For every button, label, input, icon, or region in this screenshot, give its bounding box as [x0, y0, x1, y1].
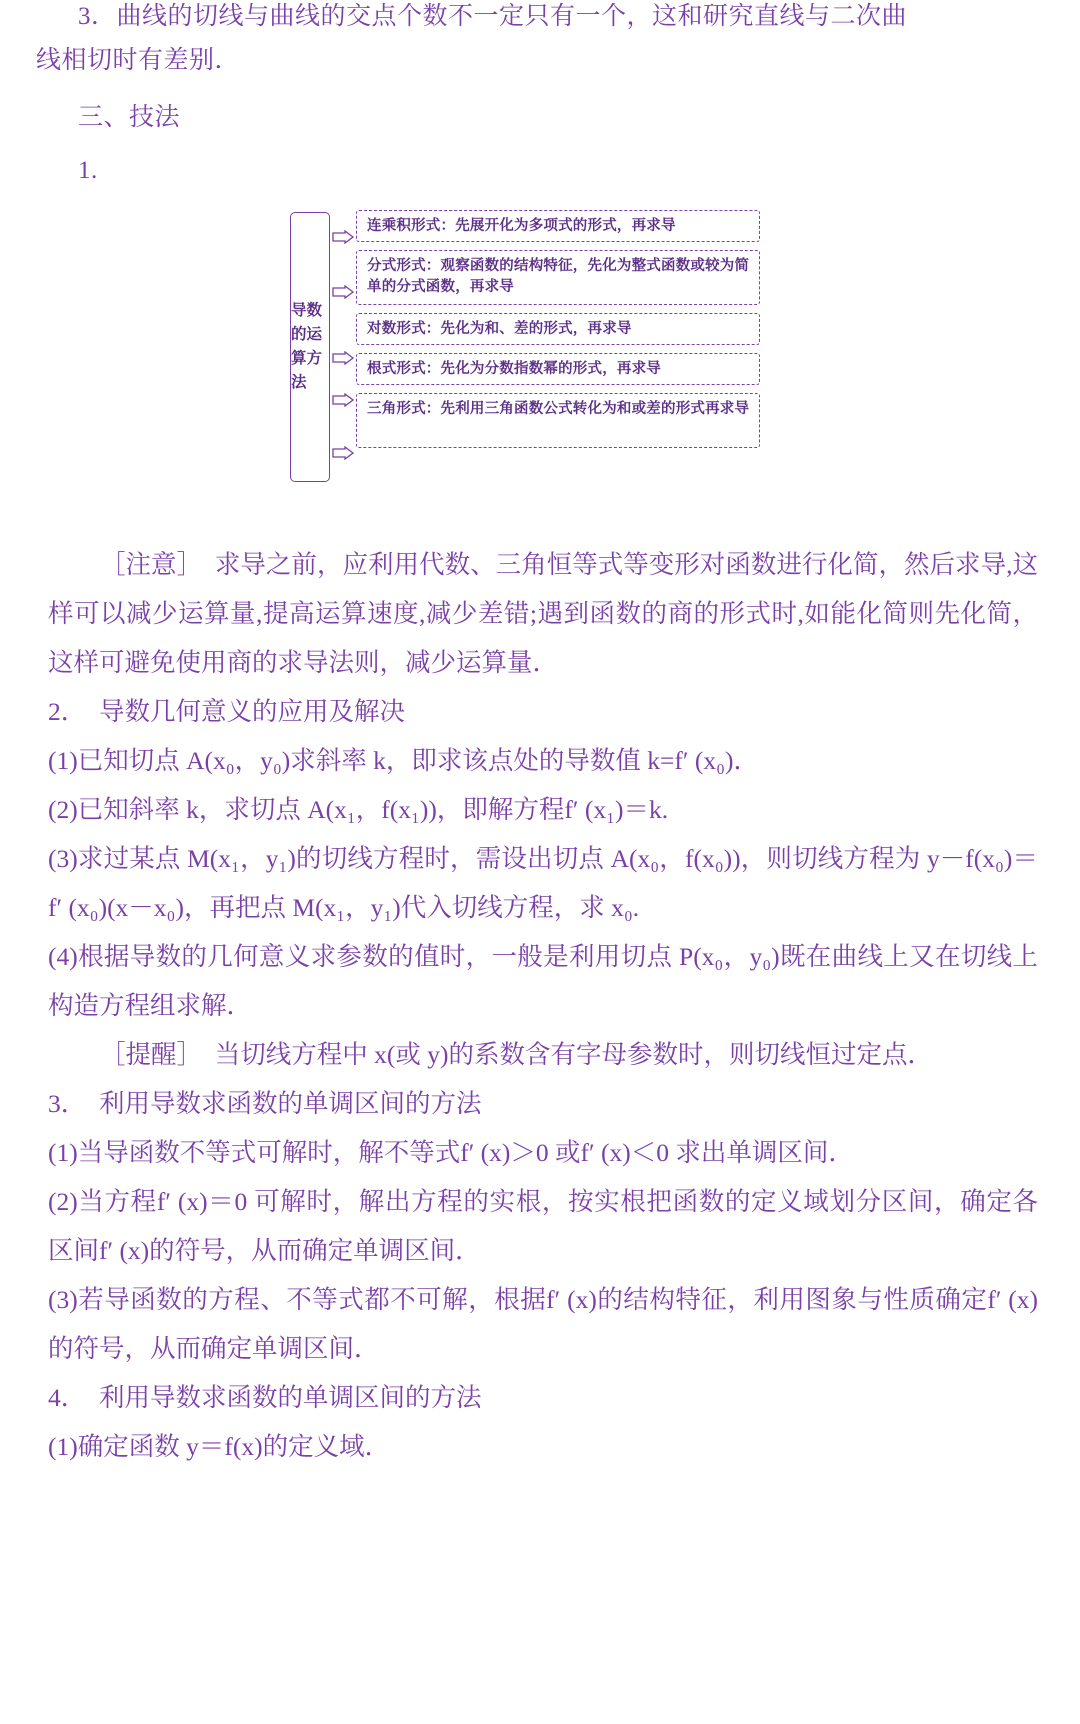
arrow-icon-3 — [332, 351, 354, 365]
paragraph-2-item-3: (3)求过某点 M(x₁，y₁)的切线方程时，需设出切点 A(x₀，f(x₀))，则切线方程为 y－f(x₀)＝f′ (x₀)(x－x₀)，再把点 M(x₁，y₁)代入切线方程，求 x₀. — [48, 844, 1038, 922]
paragraph-3-item-2: (2)当方程f′ (x)＝0 可解时，解出方程的实根，按实根把函数的定义域划分区间，确定各区间f′ (x)的符号，从而确定单调区间． — [48, 1187, 1038, 1265]
diagram-root-label-text: 导数的运算方法 — [291, 302, 323, 391]
paragraph-2-item-1: (1)已知切点 A(x₀，y₀)求斜率 k，即求该点处的导数值 k=f′ (x₀)． — [48, 746, 759, 775]
paragraph-reminder: ［提醒］ 当切线方程中 x(或 y)的系数含有字母参数时，则切线恒过定点． — [100, 1040, 933, 1069]
paragraph-note: ［注意］ 求导之前，应利用代数、三角恒等式等变形对函数进行化简，然后求导,这样可以减少运算量,提高运算速度,减少差错;遇到函数的商的形式时,如能化简则先化简，这样可避免使用商的求导法则，减少运算量． — [48, 550, 1038, 677]
arrow-icon-4 — [332, 393, 354, 407]
arrow-icon-2 — [332, 285, 354, 299]
paragraph-2-title: 2． 导数几何意义的应用及解决 — [48, 697, 406, 726]
paragraph-4-title: 4． 利用导数求函数的单调区间的方法 — [48, 1383, 482, 1412]
paragraph-3-item-3: (3)若导函数的方程、不等式都不可解，根据f′ (x)的结构特征，利用图象与性质确定f′ (x)的符号，从而确定单调区间． — [48, 1285, 1038, 1363]
text-line-3: 三、技法 — [78, 104, 181, 131]
text-line-4: 1. — [78, 157, 98, 184]
diagram-rows — [356, 210, 760, 456]
diagram-row-4: 根式形式：先化为分数指数幂的形式，再求导 — [356, 353, 760, 385]
diagram-row-5: 三角形式：先利用三角函数公式转化为和或差的形式再求导 — [356, 393, 760, 448]
paragraph-2-item-4: (4)根据导数的几何意义求参数的值时，一般是利用切点 P(x₀，y₀)既在曲线上又在切线上构造方程组求解． — [48, 942, 1038, 1020]
derivative-methods-diagram — [290, 210, 760, 485]
text-line-1: 3．曲线的切线与曲线的交点个数不一定只有一个，这和研究直线与二次曲 — [78, 3, 908, 30]
paragraph-3-title: 3． 利用导数求函数的单调区间的方法 — [48, 1089, 482, 1118]
diagram-arrows — [330, 210, 356, 482]
diagram-row-1: 连乘积形式：先展开化为多项式的形式，再求导 — [356, 210, 760, 242]
text-line-2: 线相切时有差别． — [36, 47, 241, 74]
arrow-icon-5 — [332, 446, 354, 460]
paragraph-3-item-1: (1)当导函数不等式可解时，解不等式f′ (x)＞0 或f′ (x)＜0 求出单调区间． — [48, 1138, 854, 1167]
paragraph-4-item-1: (1)确定函数 y＝f(x)的定义域． — [48, 1432, 391, 1461]
document-body — [48, 540, 1038, 1471]
diagram-root-label — [290, 212, 330, 482]
paragraph-2-item-2: (2)已知斜率 k，求切点 A(x₁，f(x₁))，即解方程f′ (x₁)＝k. — [48, 795, 669, 824]
diagram-row-3: 对数形式：先化为和、差的形式，再求导 — [356, 313, 760, 345]
diagram-row-2: 分式形式：观察函数的结构特征，先化为整式函数或较为简单的分式函数，再求导 — [356, 250, 760, 305]
arrow-icon-1 — [332, 230, 354, 244]
